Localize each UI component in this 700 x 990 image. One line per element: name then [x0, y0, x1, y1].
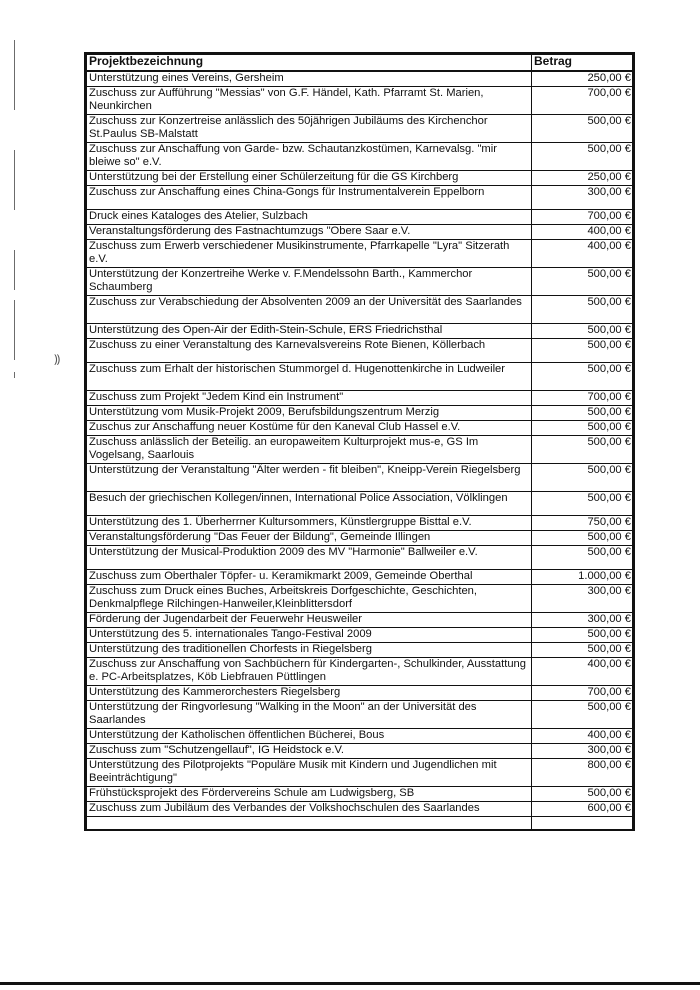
- table-row: [86, 362, 634, 390]
- project-amount: 400,00 €: [532, 657, 634, 685]
- project-name: Unterstützung der Katholischen öffentlichen Bücherei, Bous: [86, 728, 532, 743]
- project-name: Unterstützung bei der Erstellung einer Schülerzeitung für die GS Kirchberg: [86, 170, 532, 185]
- project-amount: 800,00 €: [532, 758, 634, 786]
- table-row: [86, 209, 634, 224]
- table-row: [86, 463, 634, 491]
- project-name: Unterstützung der Ringvorlesung "Walking in the Moon" an der Universität des Saarlandes: [86, 700, 532, 728]
- project-amount: 500,00 €: [532, 545, 634, 569]
- scan-margin-marks: [0, 0, 30, 990]
- table-row: [86, 584, 634, 612]
- project-name: Druck eines Kataloges des Atelier, Sulzbach: [86, 209, 532, 224]
- table-header-row: [86, 54, 634, 72]
- table-row: [86, 267, 634, 295]
- header-amount: Betrag: [532, 54, 634, 72]
- project-name: Zuschuss zur Anschaffung von Sachbüchern für Kindergarten-, Schulkinder, Ausstattung e. PC-Arbeitsplatzes, Köb Liebfrauen Püttlingen: [86, 657, 532, 685]
- project-name: Unterstützung des Pilotprojekts "Populäre Musik mit Kindern und Jugendlichen mit Beeinträchtigung": [86, 758, 532, 786]
- project-name: Zuschuss zur Konzertreise anlässlich des 50jährigen Jubiläums des Kirchenchor St.Paulus SB-Malstatt: [86, 114, 532, 142]
- project-amount: 500,00 €: [532, 405, 634, 420]
- project-name: Zuschuss zum Erwerb verschiedener Musikinstrumente, Pfarrkapelle "Lyra" Sitzerath e.V.: [86, 239, 532, 267]
- table-row: [86, 786, 634, 801]
- table-row: [86, 390, 634, 405]
- project-name: Unterstützung eines Vereins, Gersheim: [86, 71, 532, 86]
- project-amount: 400,00 €: [532, 224, 634, 239]
- table-row: [86, 758, 634, 786]
- table-row: [86, 491, 634, 515]
- project-table: [84, 52, 635, 831]
- project-name: Zuschuss anlässlich der Beteilig. an europaweitem Kulturprojekt mus-e, GS Im Vogelsang, Saarlouis: [86, 435, 532, 463]
- table-row: [86, 545, 634, 569]
- project-name: Zuschuss zum "Schutzengellauf", IG Heidstock e.V.: [86, 743, 532, 758]
- table-row: [86, 743, 634, 758]
- project-amount: 600,00 €: [532, 801, 634, 816]
- table-row: [86, 420, 634, 435]
- scan-bracket-mark: ⸩: [54, 352, 61, 366]
- table-row: [86, 515, 634, 530]
- project-amount: 500,00 €: [532, 338, 634, 362]
- project-name: Unterstützung des 1. Überherrner Kultursommers, Künstlergruppe Bisttal e.V.: [86, 515, 532, 530]
- project-name: Zuschuss zum Jubiläum des Verbandes der Volkshochschulen des Saarlandes: [86, 801, 532, 816]
- project-amount: 500,00 €: [532, 642, 634, 657]
- project-amount: 500,00 €: [532, 786, 634, 801]
- project-amount: 500,00 €: [532, 491, 634, 515]
- table-row: [86, 612, 634, 627]
- table-row: [86, 627, 634, 642]
- project-name: Unterstützung des 5. internationales Tango-Festival 2009: [86, 627, 532, 642]
- project-amount: 750,00 €: [532, 515, 634, 530]
- project-amount: 500,00 €: [532, 420, 634, 435]
- project-amount: 300,00 €: [532, 743, 634, 758]
- project-amount: 700,00 €: [532, 86, 634, 114]
- table-row: [86, 657, 634, 685]
- table-row: [86, 170, 634, 185]
- project-amount: 300,00 €: [532, 185, 634, 209]
- project-amount: 500,00 €: [532, 267, 634, 295]
- table-row: [86, 239, 634, 267]
- project-name: Zuschuss zu einer Veranstaltung des Karnevalsvereins Rote Bienen, Köllerbach: [86, 338, 532, 362]
- project-amount: 500,00 €: [532, 323, 634, 338]
- project-name: Unterstützung der Musical-Produktion 2009 des MV "Harmonie" Ballweiler e.V.: [86, 545, 532, 569]
- project-amount: 1.000,00 €: [532, 569, 634, 584]
- project-name: Unterstützung der Veranstaltung "Älter werden - fit bleiben", Kneipp-Verein Riegelsberg: [86, 463, 532, 491]
- table-row: [86, 700, 634, 728]
- project-amount: 500,00 €: [532, 530, 634, 545]
- table-row: [86, 801, 634, 816]
- table-row: [86, 685, 634, 700]
- project-amount: 500,00 €: [532, 627, 634, 642]
- table-row: [86, 295, 634, 323]
- table-row: [86, 86, 634, 114]
- project-name: Besuch der griechischen Kollegen/innen, International Police Association, Völklingen: [86, 491, 532, 515]
- table-row: [86, 114, 634, 142]
- project-name: Zuschuss zum Projekt "Jedem Kind ein Instrument": [86, 390, 532, 405]
- project-amount: 700,00 €: [532, 209, 634, 224]
- table-row: [86, 71, 634, 86]
- project-amount: 500,00 €: [532, 700, 634, 728]
- project-name: Zuschuss zur Anschaffung von Garde- bzw. Schautanzkostümen, Karnevalsg. "mir bleiwe so" e.V.: [86, 142, 532, 170]
- project-amount: 250,00 €: [532, 170, 634, 185]
- header-project-name: Projektbezeichnung: [86, 54, 532, 72]
- project-name: Unterstützung des traditionellen Chorfests in Riegelsberg: [86, 642, 532, 657]
- table-row: [86, 185, 634, 209]
- project-amount: 500,00 €: [532, 295, 634, 323]
- project-name: Zuschuss zur Verabschiedung der Absolventen 2009 an der Universität des Saarlandes: [86, 295, 532, 323]
- project-name: Zuschuss zur Aufführung "Messias" von G.F. Händel, Kath. Pfarramt St. Marien, Neunkirchen: [86, 86, 532, 114]
- project-name: Unterstützung vom Musik-Projekt 2009, Berufsbildungszentrum Merzig: [86, 405, 532, 420]
- table-row: [86, 530, 634, 545]
- table-row: [86, 435, 634, 463]
- project-amount: 700,00 €: [532, 685, 634, 700]
- table-row: [86, 569, 634, 584]
- project-name: Unterstützung der Konzertreihe Werke v. F.Mendelssohn Barth., Kammerchor Schaumberg: [86, 267, 532, 295]
- project-name: Zuschuss zur Anschaffung eines China-Gongs für Instrumentalverein Eppelborn: [86, 185, 532, 209]
- project-name: Förderung der Jugendarbeit der Feuerwehr Heusweiler: [86, 612, 532, 627]
- project-name: Zuschuss zum Erhalt der historischen Stummorgel d. Hugenottenkirche in Ludweiler: [86, 362, 532, 390]
- table-row: [86, 142, 634, 170]
- project-amount: 700,00 €: [532, 390, 634, 405]
- table-row: [86, 323, 634, 338]
- table-row: [86, 224, 634, 239]
- project-amount: 400,00 €: [532, 239, 634, 267]
- project-name: Zuschus zur Anschaffung neuer Kostüme für den Kaneval Club Hassel e.V.: [86, 420, 532, 435]
- project-amount: 500,00 €: [532, 142, 634, 170]
- project-name: Unterstützung des Kammerorchesters Riegelsberg: [86, 685, 532, 700]
- project-amount: 250,00 €: [532, 71, 634, 86]
- project-name: Zuschuss zum Druck eines Buches, Arbeitskreis Dorfgeschichte, Geschichten, Denkmalpflege Rilchingen-Hanweiler,Kleinblittersdorf: [86, 584, 532, 612]
- project-amount: 400,00 €: [532, 728, 634, 743]
- project-amount: 300,00 €: [532, 612, 634, 627]
- project-name: Veranstaltungsförderung "Das Feuer der Bildung", Gemeinde Illingen: [86, 530, 532, 545]
- table-row: [86, 728, 634, 743]
- project-name: Unterstützung des Open-Air der Edith-Stein-Schule, ERS Friedrichsthal: [86, 323, 532, 338]
- project-name: Veranstaltungsförderung des Fastnachtumzugs "Obere Saar e.V.: [86, 224, 532, 239]
- project-name: Zuschuss zum Oberthaler Töpfer- u. Keramikmarkt 2009, Gemeinde Oberthal: [86, 569, 532, 584]
- table-row: [86, 338, 634, 362]
- table-end-row: [86, 816, 634, 830]
- project-name: Frühstücksprojekt des Fördervereins Schule am Ludwigsberg, SB: [86, 786, 532, 801]
- project-amount: 300,00 €: [532, 584, 634, 612]
- page-bottom-rule: [0, 982, 700, 985]
- project-amount: 500,00 €: [532, 435, 634, 463]
- table-row: [86, 642, 634, 657]
- project-amount: 500,00 €: [532, 463, 634, 491]
- table-row: [86, 405, 634, 420]
- project-amount: 500,00 €: [532, 114, 634, 142]
- project-amount: 500,00 €: [532, 362, 634, 390]
